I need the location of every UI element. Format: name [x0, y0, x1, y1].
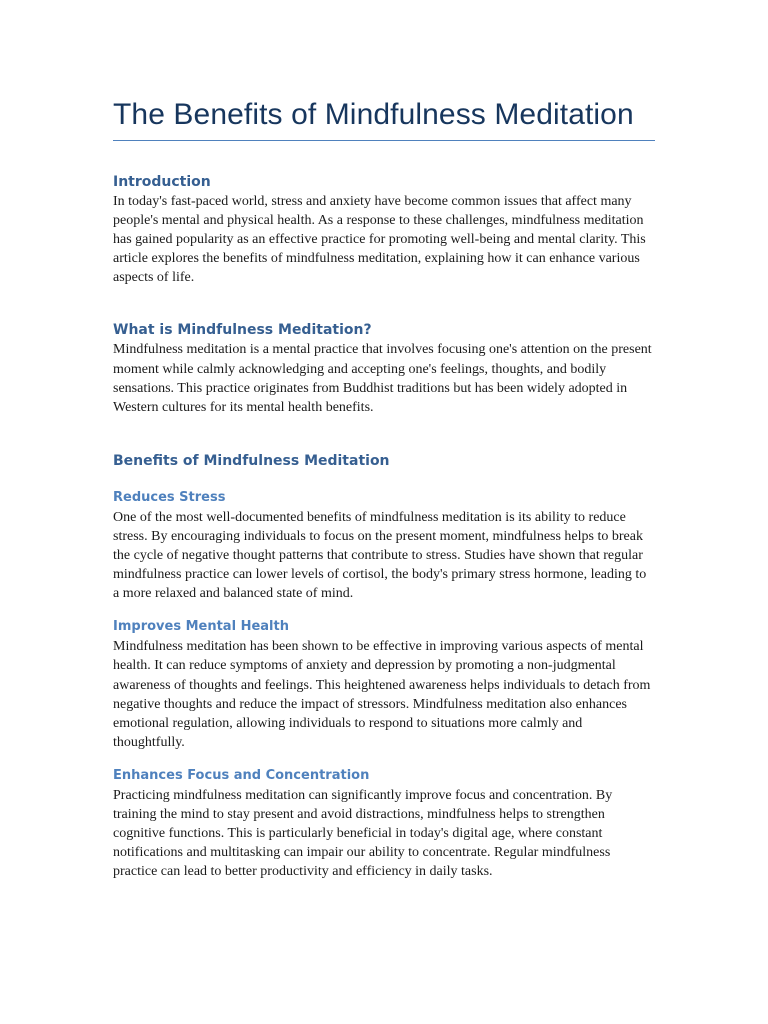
subsection-enhances-focus — [113, 766, 655, 881]
improves-mental-health-paragraph: Mindfulness meditation has been shown to be effective in improving various aspects of mental health. It can reduce symptoms of anxiety and depression by promoting a non-judgmental awareness of thoughts and feelings. This heightened awareness helps individuals to detach from negative thoughts and reduce the impact of stressors. Mindfulness meditation also enhances emotional regulation, allowing individuals to respond to situations more calmly and thoughtfully. — [113, 639, 651, 750]
enhances-focus-heading: Enhances Focus and Concentration — [113, 767, 370, 783]
subsection-improves-mental-health — [113, 617, 655, 752]
introduction-paragraph: In today's fast-paced world, stress and anxiety have become common issues that affect many people's mental and physical health. As a response to these challenges, mindfulness meditation has gained popularity as an effective practice for promoting well-being and mental clarity. This article explores the benefits of mindfulness meditation, explaining how it can enhance various aspects of life. — [113, 194, 646, 286]
title-underline-divider — [113, 140, 655, 141]
benefits-heading: Benefits of Mindfulness Meditation — [113, 452, 390, 469]
introduction-heading: Introduction — [113, 174, 211, 190]
document-title: The Benefits of Mindfulness Meditation — [113, 98, 634, 131]
reduces-stress-heading: Reduces Stress — [113, 489, 226, 505]
subsection-reduces-stress — [113, 488, 655, 603]
enhances-focus-paragraph: Practicing mindfulness meditation can significantly improve focus and concentration. By training the mind to stay present and avoid distractions, mindfulness helps to strengthen cognitive functions. This is particularly beneficial in today's digital age, where constant notifications and multitasking can impair our ability to concentrate. Regular mindfulness practice can lead to better productivity and efficiency in daily tasks. — [113, 787, 613, 880]
what-is-mindfulness-heading: What is Mindfulness Meditation? — [113, 322, 372, 339]
improves-mental-health-heading: Improves Mental Health — [113, 619, 289, 635]
document-page — [113, 96, 655, 881]
section-introduction — [113, 172, 655, 287]
what-is-mindfulness-paragraph: Mindfulness meditation is a mental practice that involves focusing one's attention on the present moment while calmly acknowledging and accepting one's feelings, thoughts, and bodily sensations. This practice originates from Buddhist traditions but has been widely adopted in Western cultures for its mental health benefits. — [113, 342, 652, 415]
section-what-is-mindfulness — [113, 320, 655, 416]
reduces-stress-paragraph: One of the most well-documented benefits of mindfulness meditation is its ability to reduce stress. By encouraging individuals to focus on the present moment, mindfulness helps to break the cycle of negative thought patterns that contribute to stress. Studies have shown that regular mindfulness practice can lower levels of cortisol, the body's primary stress hormone, leading to a more relaxed and balanced state of mind. — [113, 509, 647, 602]
section-benefits — [113, 451, 655, 882]
